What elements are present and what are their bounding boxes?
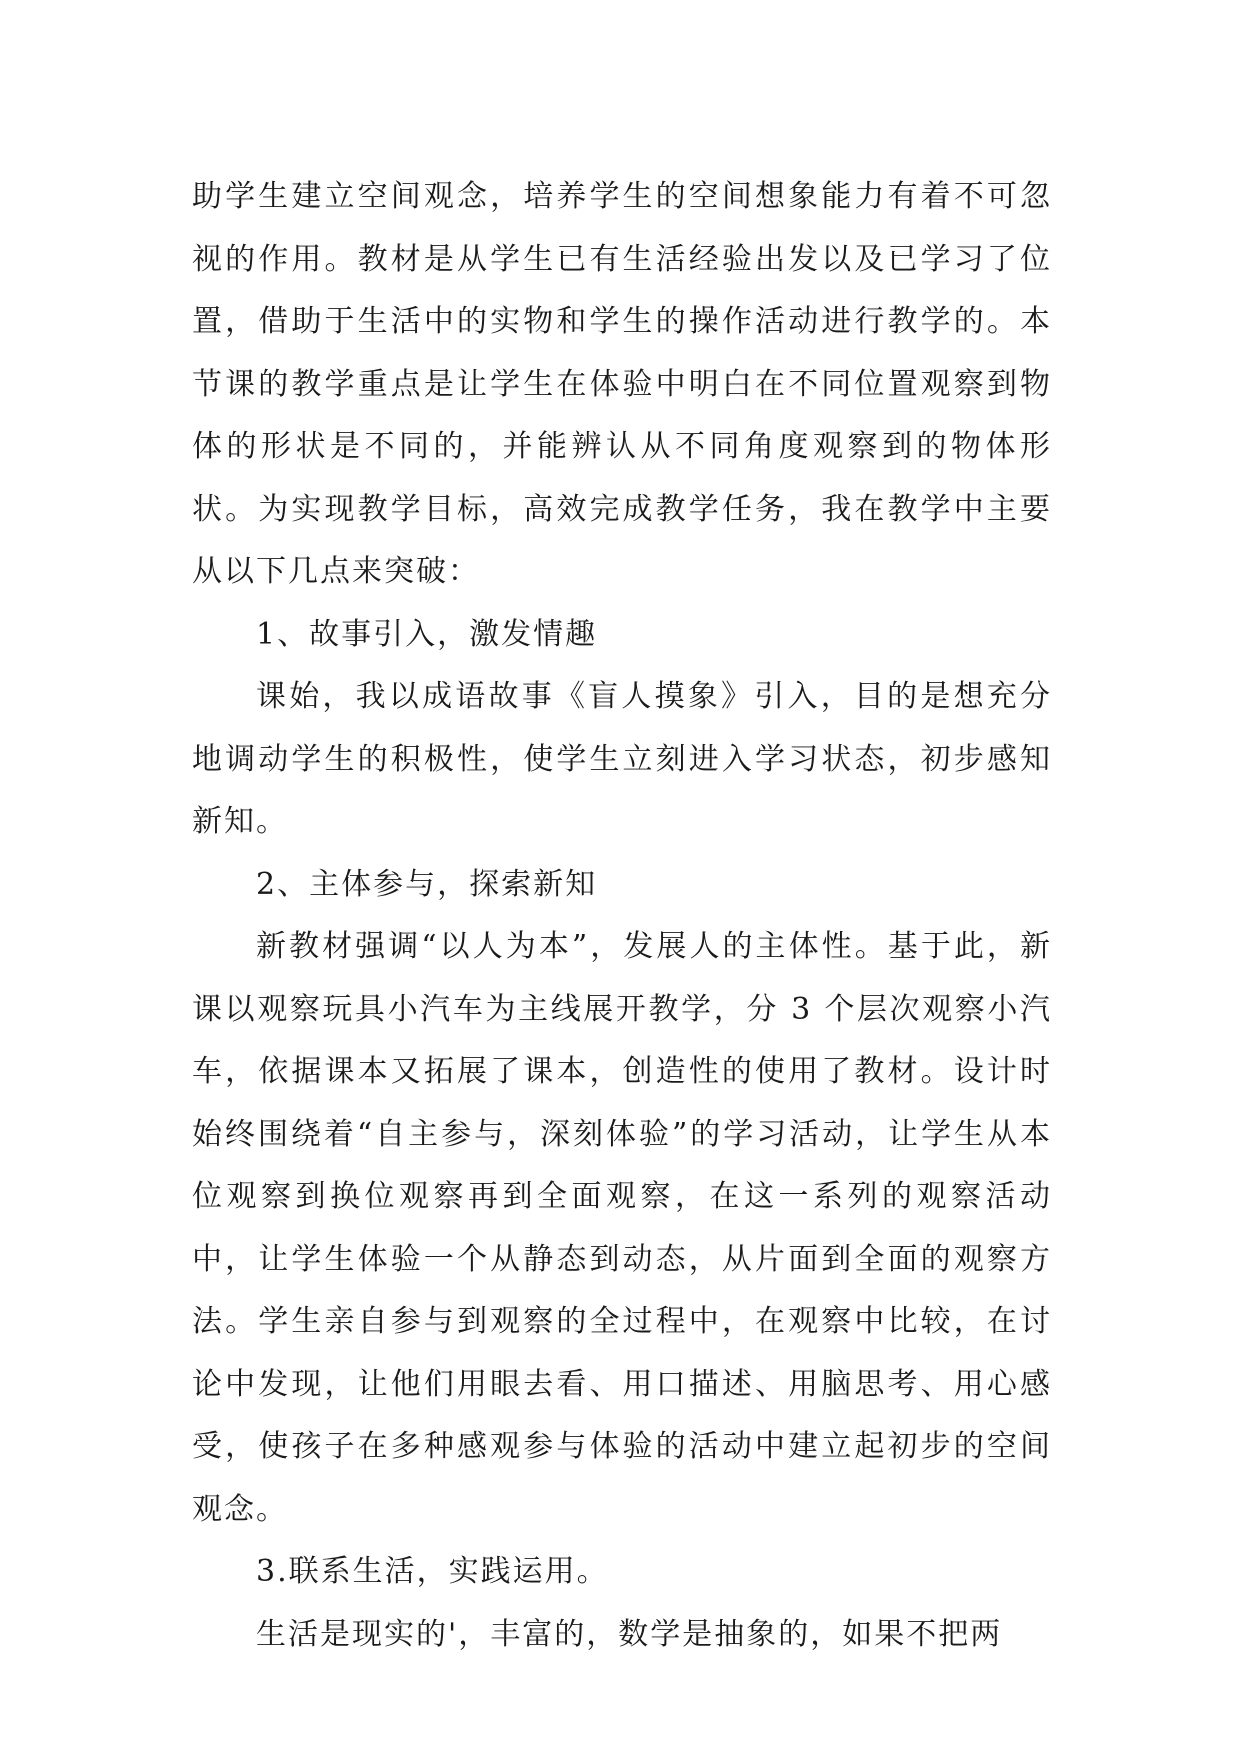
heading-subject-participation: 2、主体参与，探索新知	[256, 866, 598, 902]
paragraph-life-practice: 生活是现实的'，丰富的，数学是抽象的，如果不把两	[256, 1616, 1003, 1652]
paragraph-continued: 助学生建立空间观念，培养学生的空间想象能力有着不可忽视的作用。教材是从学生已有生活经验出发以及已学习了位置，借助于生活中的实物和学生的操作活动进行教学的。本节课的教学重点是让学生在体验中明白在不同位置观察到物体的形状是不同的，并能辨认从不同角度观察到的物体形状。为实现教学目标，高效完成教学任务，我在教学中主要从以下几点来突破：	[192, 179, 1052, 589]
paragraph-story-intro: 课始，我以成语故事《盲人摸象》引入，目的是想充分地调动学生的积极性，使学生立刻进入学习状态，初步感知新知。	[192, 679, 1052, 839]
paragraph-subject-participation: 新教材强调“以人为本”，发展人的主体性。基于此，新课以观察玩具小汽车为主线展开教学，分 3 个层次观察小汽车，依据课本又拓展了课本，创造性的使用了教材。设计时始终围绕着“自主参与，深刻体验”的学习活动，让学生从本位观察到换位观察再到全面观察，在这一系列的观察活动中，让学生体验一个从静态到动态，从片面到全面的观察方法。学生亲自参与到观察的全过程中，在观察中比较，在讨论中发现，让他们用眼去看、用口描述、用脑思考、用心感受，使孩子在多种感观参与体验的活动中建立起初步的空间观念。	[192, 929, 1052, 1527]
heading-story-intro: 1、故事引入，激发情趣	[256, 616, 598, 652]
heading-life-practice: 3.联系生活，实践运用。	[256, 1554, 609, 1589]
document-page	[192, 166, 1052, 1666]
